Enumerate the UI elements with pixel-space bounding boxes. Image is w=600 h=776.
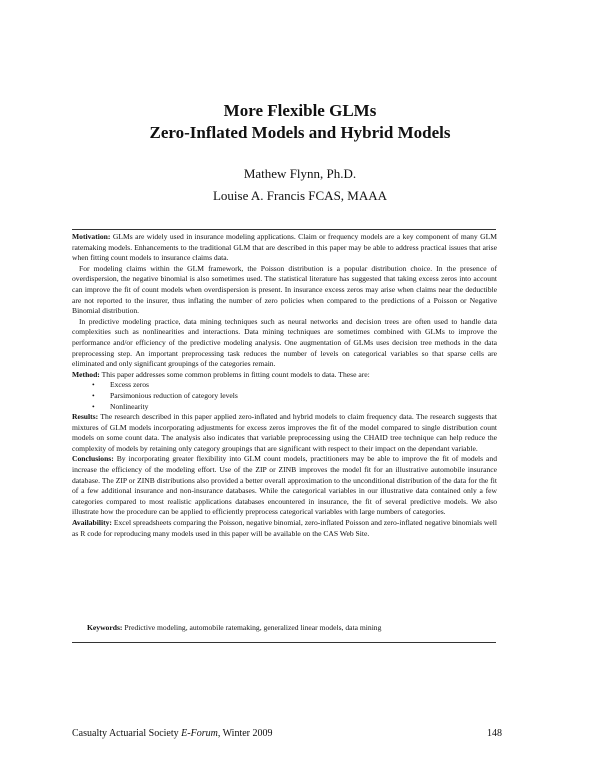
method-paragraph [72,370,497,381]
abstract-bottom-rule [72,642,496,643]
list-item [72,391,497,402]
footer-venue-post: , Winter 2009 [217,728,273,739]
keywords-text: Predictive modeling, automobile ratemaking, generalized linear models, data mining [124,623,382,632]
page-number: 148 [487,728,502,739]
list-item-text: Excess zeros [110,380,150,390]
availability-label: Availability: [72,518,112,528]
author-1: Mathew Flynn, Ph.D. [243,166,357,181]
list-item [72,402,497,413]
motivation-label: Motivation: [72,232,111,241]
abstract-top-rule [72,229,496,230]
bullet-icon: • [92,380,95,390]
conclusions-text: By incorporating greater flexibility into GLM count models, practitioners may be able to improve the fit of models and increase the efficiency of the modeling effort. Use of the ZIP or ZINB improves the model fit for an illustrative automobile insurance database. The ZIP or ZINB distributions also provided a better overall approximation to the unconditional distribution of the data for the fit of a few additional insurance and non-insurance databases. While the categorical variables in our illustrative data contained only a few categories compared to most realistic applications databases encountered in insurance, the fit of several predictive models. We also illustrate how the procedure can be applied to efficiently preprocess categorical variables with large numbers of categories. [72,454,497,517]
keywords [87,623,507,633]
list-item-text: Parsimonious reduction of category levels [110,390,238,400]
availability-paragraph [72,518,497,539]
results-label: Results: [72,412,99,422]
motivation-paragraph-3: In predictive modeling practice, data mining techniques such as neural networks and decision trees are often used to handle data complexities such as nonlinearities and interactions. Data mining techniques are sometimes combined with GLMs to improve the performance and/or efficiency of the predictive modeling analysis. One augmentation of GLMs uses decision tree methods in the data preprocessing step. An important preprocessing task reduces the number of levels on categorical variables so that sparse cells are eliminated and only significant groupings of the categories remain. [72,316,497,369]
method-text: This paper addresses some common problems in fitting count models to data. These are: [101,369,370,379]
availability-text: Excel spreadsheets comparing the Poisson, negative binomial, zero-inflated Poisson and zero-inflated negative binomials well as R code for reproducing many models used in this paper will be available on the CAS Web Site. [72,518,498,538]
footer-venue [72,728,273,740]
paper-title-line2: Zero-Inflated Models and Hybrid Models [149,123,451,142]
list-item [72,380,497,391]
keywords-label: Keywords: [87,623,123,632]
bullet-icon: • [92,390,95,400]
motivation-paragraph [72,232,497,264]
paper-title-line1: More Flexible GLMs [223,101,377,120]
results-text: The research described in this paper applied zero-inflated and hybrid models to claim frequency data. The research suggests that mixtures of GLM models incorporating adjustments for excess zeros improves the fit of the model compared to single distribution count models on some count data. The analysis also indicates that variable preprocessing using the CHAID tree technique can help reduce the complexity of models by retaining only category groupings that are significant with respect to their impact on the dependant variable. [72,412,498,453]
abstract [72,232,497,539]
bullet-icon: • [92,401,95,411]
method-list [72,380,497,412]
method-label: Method: [72,369,100,379]
motivation-text: GLMs are widely used in insurance modeling applications. Claim or frequency models are a key component of many GLM ratemaking models. Enhancements to the traditional GLM that are described in this paper may be able to address practical issues that arise when fitting count models to insurance claims data. [72,232,498,263]
list-item-text: Nonlinearity [110,401,149,411]
conclusions-label: Conclusions: [72,454,114,464]
author-2: Louise A. Francis FCAS, MAAA [212,188,388,203]
footer-venue-italic: E-Forum [181,728,218,739]
footer-venue-pre: Casualty Actuarial Society [72,728,182,739]
conclusions-paragraph [72,454,497,518]
results-paragraph [72,412,497,454]
motivation-paragraph-2: For modeling claims within the GLM framework, the Poisson distribution is a popular distribution choice. In the presence of overdispersion, the negative binomial is also sometimes used. The statistical literature has suggested that taking excess zeros into account can improve the fit of count models when overdispersion is present. In insurance excess zeros may arise when claims near the deductible are not reported to the insurer, thus inflating the number of zero policies when compared to the predictions of a Poisson or Negative Binomial distribution. [72,263,497,316]
